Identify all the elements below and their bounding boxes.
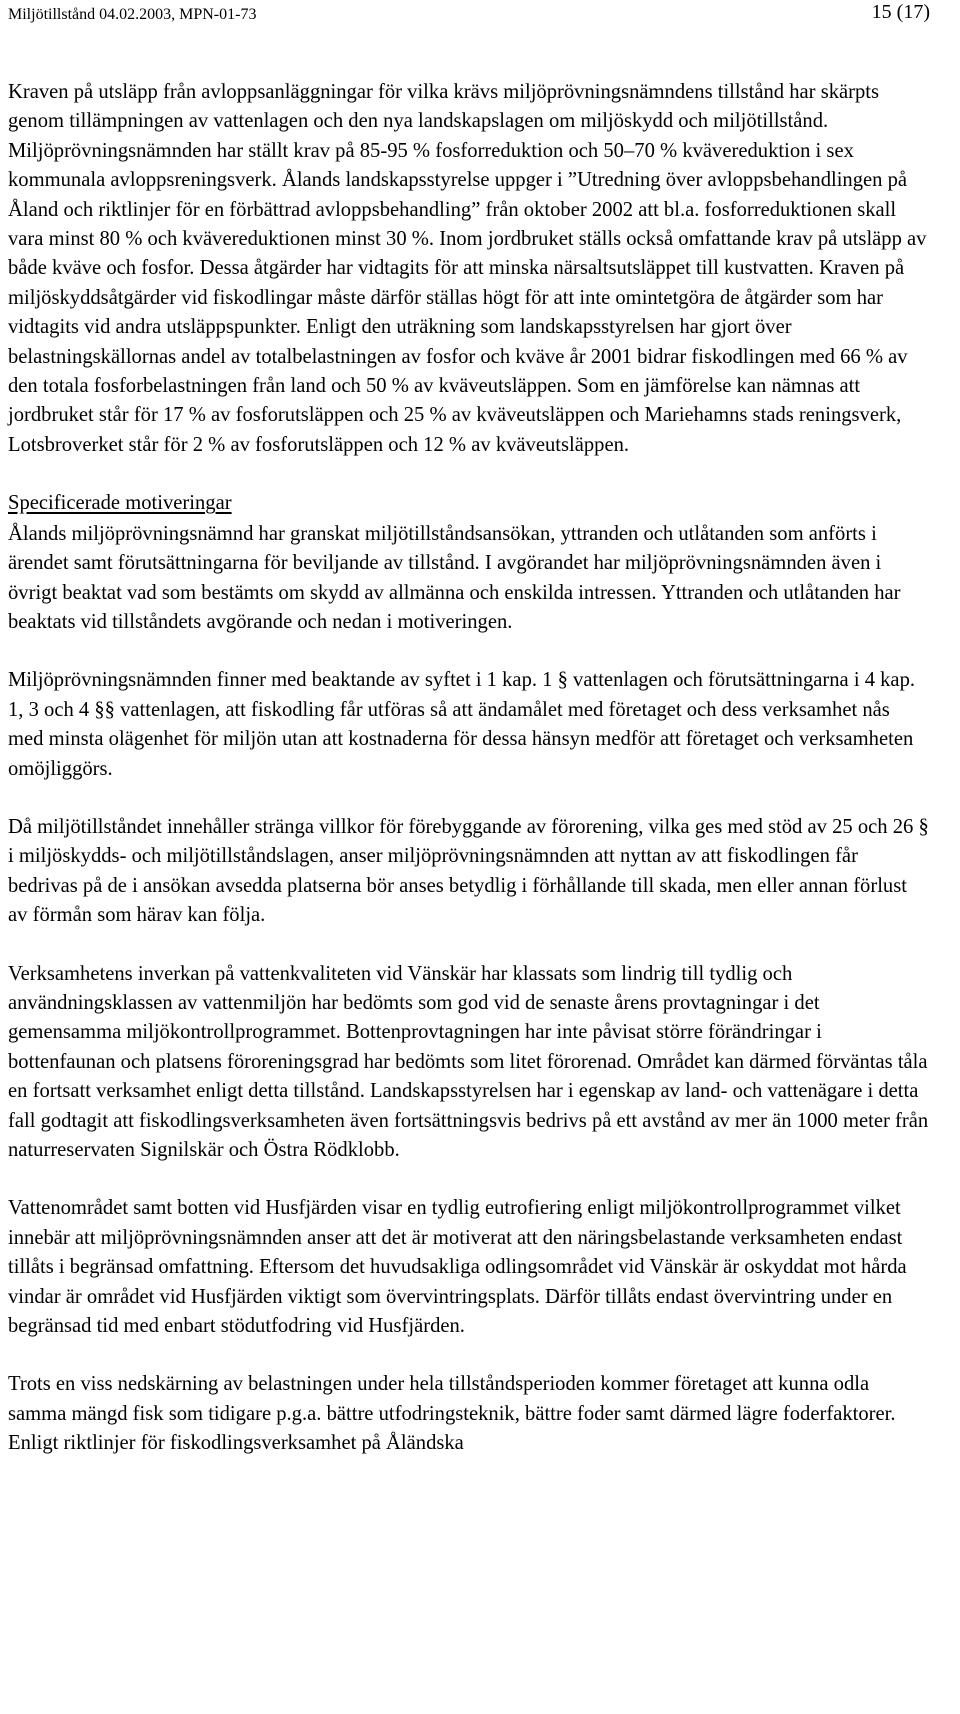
paragraph-vanskar: Verksamhetens inverkan på vattenkvaliteten vid Vänskär har klassats som lindrig till tydlig och användningsklassen av vattenmiljön har bedömts som god vid de senaste årens provtagningar i det gemensamma miljökontrollprogrammet. Bottenprovtagningen har inte påvisat större förändringar i bottenfaunan och platsens föroreningsgrad har bedömts som litet förorenad. Området kan därmed förväntas tåla en fortsatt verksamhet enligt detta tillstånd. Landskapsstyrelsen har i egenskap av land- och vattenägare i detta fall godtagit att fiskodlingsverksamheten även fortsättningsvis bedrivs på ett avstånd av mer än 1000 meter från naturreservaten Signilskär och Östra Rödklobb. bbox=[8, 962, 929, 1161]
paragraph-emissions-requirements: Kraven på utsläpp från avloppsanläggningar för vilka krävs miljöprövningsnämndens tillstånd har skärpts genom tillämpningen av vattenlagen och den nya landskapslagen om miljöskydd och miljötillstånd. Miljöprövningsnämnden har ställt krav på 85-95 % fosforreduktion och 50–70 % kvävereduktion i sex kommunala avloppsreningsverk. Ålands landskapsstyrelse uppger i ”Utredning över avloppsbehandlingen på Åland och riktlinjer för en förbättrad avloppsbehandling” från oktober 2002 att bl.a. fosforreduktionen skall vara minst 80 % och kvävereduktionen minst 30 %. Inom jordbruket ställs också omfattande krav på utsläpp av både kväve och fosfor. Dessa åtgärder har vidtagits för att minska närsaltsutsläppet till kustvatten. Kraven på miljöskyddsåtgärder vid fiskodlingar måste därför ställas högt för att inte omintetgöra de åtgärder som har vidtagits vid andra utsläppspunkter. Enligt den uträkning som landskapsstyrelsen har gjort över belastningskällornas andel av totalbelastningen av fosfor och kväve år 2001 bidrar fiskodlingen med 66 % av den totala fosforbelastningen från land och 50 % av kväveutsläppen. Som en jämförelse kan nämnas att jordbruket står för 17 % av fosforutsläppen och 25 % av kväveutsläppen och Mariehamns stads reningsverk, Lotsbroverket står för 2 % av fosforutsläppen och 12 % av kväveutsläppen. bbox=[8, 81, 927, 456]
document-body bbox=[8, 78, 930, 1459]
paragraph-benefit: Då miljötillståndet innehåller stränga villkor för förebyggande av förorening, vilka ges med stöd av 25 och 26 § i miljöskydds- och miljötillståndslagen, anser miljöprövningsnämnden att nyttan av att fiskodlingen får bedrivas på de i ansökan avsedda platserna bör anses betydlig i förhållande till skada, men eller annan förlust av förmån som härav kan följa. bbox=[8, 815, 929, 927]
paragraph-review: Ålands miljöprövningsnämnd har granskat miljötillståndsansökan, yttranden och utlåtanden som anförts i ärendet samt förutsättningarna för beviljande av tillstånd. I avgörandet har miljöprövningsnämnden även i övrigt beaktat vad som bestämts om skydd av allmänna och enskilda intressen. Yttranden och utlåtanden har beaktats vid tillståndets avgörande och nedan i motiveringen. bbox=[8, 522, 901, 633]
document-reference: Miljötillstånd 04.02.2003, MPN-01-73 bbox=[8, 6, 257, 23]
paragraph-production: Trots en viss nedskärning av belastningen under hela tillståndsperioden kommer företaget att kunna odla samma mängd fisk som tidigare p.g.a. bättre utfodringsteknik, bättre foder samt därmed lägre foderfaktorer. Enligt riktlinjer för fiskodlingsverksamhet på Åländska bbox=[8, 1373, 896, 1455]
section-heading: Specificerade motiveringar bbox=[8, 492, 232, 515]
page-header bbox=[8, 0, 930, 36]
page-number: 15 (17) bbox=[871, 1, 930, 23]
paragraph-husfjarden: Vattenområdet samt botten vid Husfjärden visar en tydlig eutrofiering enligt miljökontrollprogrammet vilket innebär att miljöprövningsnämnden anser att det är motiverat att den näringsbelastande verksamheten endast tillåts i begränsad omfattning. Eftersom det huvudsakliga odlingsområdet vid Vänskär är oskyddat mot hårda vindar är området vid Husfjärden viktigt som övervintringsplats. Därför tillåts endast övervintring under en begränsad tid med enbart stödutfodring vid Husfjärden. bbox=[8, 1197, 907, 1338]
paragraph-water-law: Miljöprövningsnämnden finner med beaktande av syftet i 1 kap. 1 § vattenlagen och förutsättningarna i 4 kap. 1, 3 och 4 §§ vattenlagen, att fiskodling får utföras så att ändamålet med företaget och dess verksamhet nås med minsta olägenhet för miljön utan att kostnaderna för dessa hänsyn medför att företaget och verksamheten omöjliggörs. bbox=[8, 669, 916, 780]
